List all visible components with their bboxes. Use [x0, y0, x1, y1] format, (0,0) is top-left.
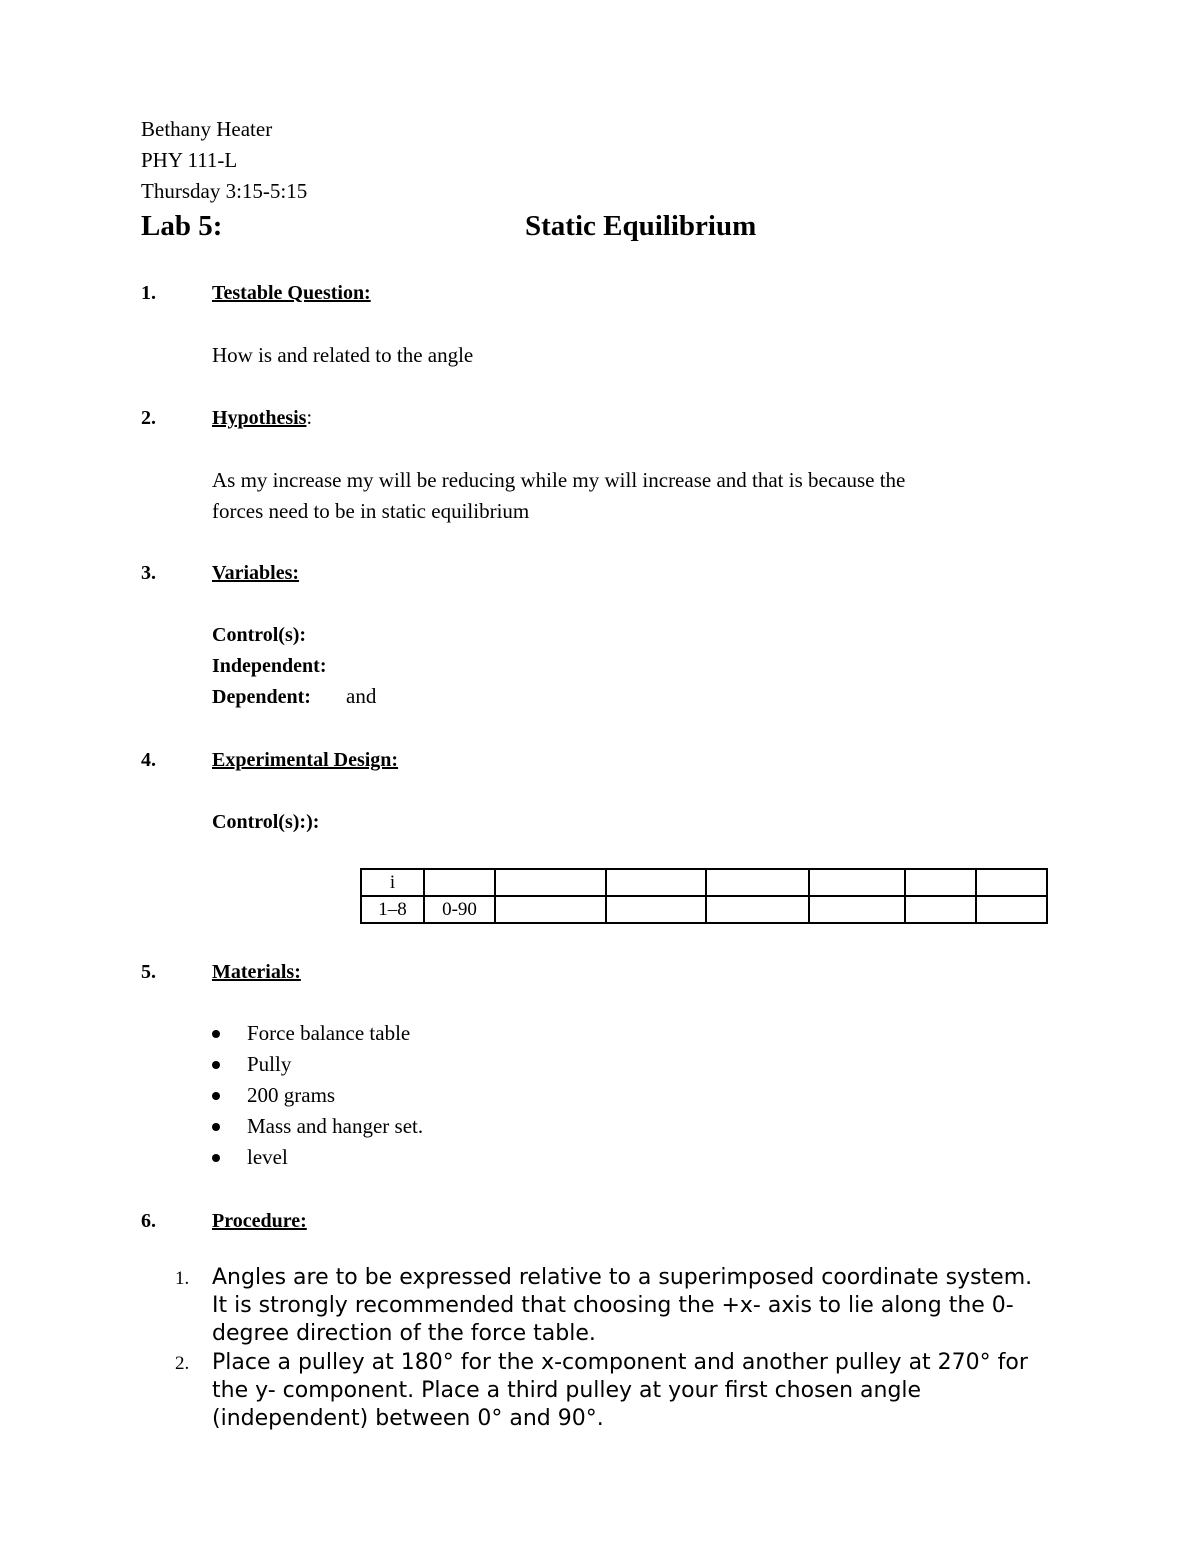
table-cell	[976, 896, 1047, 923]
section-number: 6.	[141, 1210, 156, 1232]
table-cell	[706, 896, 809, 923]
section-heading-procedure: Procedure:	[212, 1210, 307, 1232]
lab-title: Static Equilibrium	[525, 210, 757, 242]
independent-label: Independent:	[212, 655, 327, 677]
bullet-icon	[212, 1030, 220, 1038]
procedure-step-number: 1.	[175, 1268, 190, 1289]
section-number: 4.	[141, 749, 156, 771]
section-number: 1.	[141, 282, 156, 304]
dependent-value: and	[346, 684, 377, 708]
hypothesis-line-2: forces need to be in static equilibrium	[212, 499, 530, 523]
table-cell	[606, 896, 706, 923]
procedure-step-2: Place a pulley at 180° for the x-component and another pulley at 270° for the y- component. Place a third pulley at your first chosen angle (independent) between 0° and 90°.	[212, 1350, 1028, 1431]
procedure-step-number: 2.	[175, 1353, 190, 1374]
hypothesis-line-1: As my increase my will be reducing while my will increase and that is because the	[212, 468, 906, 492]
section-number: 3.	[141, 562, 156, 584]
testable-question-text: How is and related to the angle	[212, 343, 474, 367]
bullet-icon	[212, 1061, 220, 1069]
table-cell: 1–8	[361, 896, 424, 923]
student-name: Bethany Heater	[141, 117, 273, 141]
table-cell	[495, 896, 606, 923]
control-label: Control(s):	[212, 624, 307, 646]
table-cell	[606, 869, 706, 896]
table-cell	[905, 896, 976, 923]
table-cell	[495, 869, 606, 896]
table-cell	[905, 869, 976, 896]
list-item: Force balance table	[212, 1018, 423, 1049]
table-cell	[424, 869, 495, 896]
section-number: 5.	[141, 961, 156, 983]
list-item: 200 grams	[212, 1080, 423, 1111]
section-heading-experimental-design: Experimental Design:	[212, 749, 399, 771]
table-cell	[706, 869, 809, 896]
table-cell	[976, 869, 1047, 896]
bullet-icon	[212, 1154, 220, 1162]
list-item: Pully	[212, 1049, 423, 1080]
procedure-step-1: Angles are to be expressed relative to a superimposed coordinate system. It is strongly recommended that choosing the +x- axis to lie along the 0-degree direction of the force table.	[212, 1265, 1033, 1346]
table-cell	[809, 896, 905, 923]
table-cell: i	[361, 869, 424, 896]
section-heading-hypothesis: Hypothesis:	[212, 407, 313, 429]
section-heading-variables: Variables:	[212, 562, 300, 584]
dependent-label: Dependent:	[212, 686, 311, 708]
table-cell	[809, 869, 905, 896]
bullet-icon	[212, 1092, 220, 1100]
materials-list	[212, 1018, 423, 1173]
list-item: level	[212, 1142, 423, 1173]
table-cell: 0-90	[424, 896, 495, 923]
section-number: 2.	[141, 407, 156, 429]
class-time: Thursday 3:15-5:15	[141, 179, 308, 203]
list-item: Mass and hanger set.	[212, 1111, 423, 1142]
bullet-icon	[212, 1123, 220, 1131]
design-table	[360, 868, 1048, 924]
table-row	[361, 869, 1047, 896]
table-row	[361, 896, 1047, 923]
section-heading-testable-question: Testable Question:	[212, 282, 371, 304]
section-heading-materials: Materials:	[212, 961, 301, 983]
design-control-label: Control(s):):	[212, 811, 320, 833]
lab-number: Lab 5:	[141, 210, 223, 242]
course-code: PHY 111-L	[141, 148, 238, 172]
